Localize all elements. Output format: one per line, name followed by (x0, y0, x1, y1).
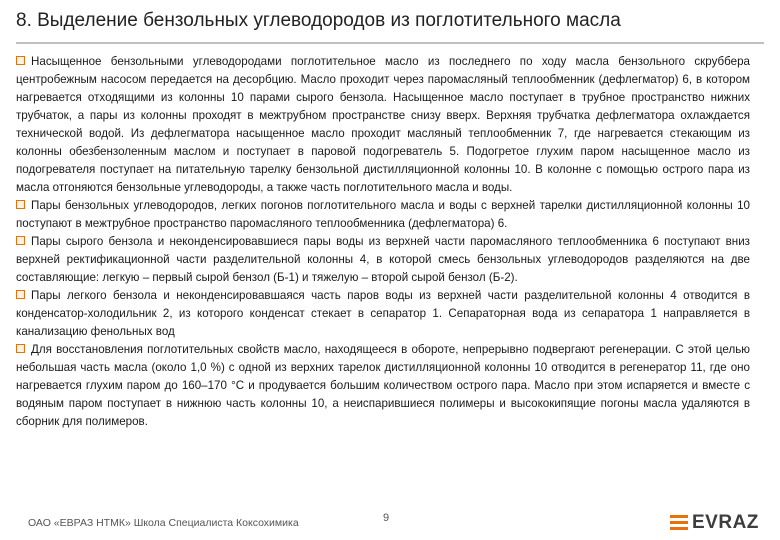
footer-organization: ОАО «ЕВРАЗ НТМК» Школа Специалиста Коксохимика (28, 517, 299, 529)
paragraph-text: Для восстановления поглотительных свойств масло, находящееся в обороте, непрерывно подвергают регенерации. С этой целью небольшая часть масла (около 1,0 %) с одной из верхних тарелок дистилляционной колонны 10 отводится в регенератор 11, где оно нагревается глухим паром до 160–170 °С и продувается большим количеством острого пара. Масло при этом испаряется и вместе с водяным паром поступает в нижнюю часть колонны 10, а неиспарившиеся полимеры и высококипящие погоны масла удаляются в сборник для полимеров. (16, 343, 750, 428)
square-bullet-icon (16, 290, 25, 299)
evraz-logo (670, 512, 759, 534)
content-body (16, 53, 750, 431)
slide-title: 8. Выделение бензольных углеводородов из поглотительного масла (16, 10, 621, 31)
square-bullet-icon (16, 344, 25, 353)
paragraph-4 (16, 287, 750, 341)
paragraph-text: Пары бензольных углеводородов, легких погонов поглотительного масла и воды с верхней тарелки дистилляционной колонны 10 поступают в межтрубное пространство паромасляного теплообменника (дефлегматора) 6. (16, 199, 750, 230)
paragraph-text: Насыщенное бензольными углеводородами поглотительное масло из последнего по ходу масла бензольного скруббера центробежным насосом передается на десорбцию. Масло проходит через паромасляный теплообменник (дефлегматор) 6, в котором нагревается отходящими из колонны 10 парами сырого бензола. Насыщенное масло поступает в трубное пространство нижних трубчаток, а пары из колонны проходят в межтрубном пространстве снизу вверх. Верхняя трубчатка дефлегматора охлаждается технической водой. Из дефлегматора насыщенное масло проходит масляный теплообменник 7, где нагревается стекающим из колонны обезбензоленным маслом и поступает в паровой подогреватель 5. Подогретое глухим паром насыщенное масло из подогревателя поступает на питательную тарелку бензольной дистилляционной колонны 10. В колонне с помощью острого пара из масла отгоняются бензольные углеводороды, а также часть поглотительного масла и воды. (16, 55, 750, 194)
square-bullet-icon (16, 56, 25, 65)
paragraph-5 (16, 341, 750, 431)
paragraph-3 (16, 233, 750, 287)
paragraph-1 (16, 53, 750, 197)
page-number: 9 (383, 512, 390, 524)
square-bullet-icon (16, 200, 25, 209)
paragraph-text: Пары легкого бензола и неконденсировавшаяся часть паров воды из верхней части разделительной колонны 4 отводится в конденсатор-холодильник 2, из которого конденсат стекает в сепаратор 1. Сепараторная вода из сепаратора 1 направляется в канализацию фенольных вод (16, 289, 750, 338)
title-divider (16, 42, 764, 44)
paragraph-2 (16, 197, 750, 233)
evraz-stripes-icon (670, 515, 688, 531)
paragraph-text: Пары сырого бензола и неконденсировавшиеся пары воды из верхней части паромасляного теплообменника 6 поступают вниз верхней ректификационной части разделительной колонны 4, в которой смесь бензольных углеводородов разделяются на две составляющие: легкую – первый сырой бензол (Б-1) и тяжелую – второй сырой бензол (Б-2). (16, 235, 750, 284)
square-bullet-icon (16, 236, 25, 245)
logo-text: EVRAZ (692, 512, 759, 533)
